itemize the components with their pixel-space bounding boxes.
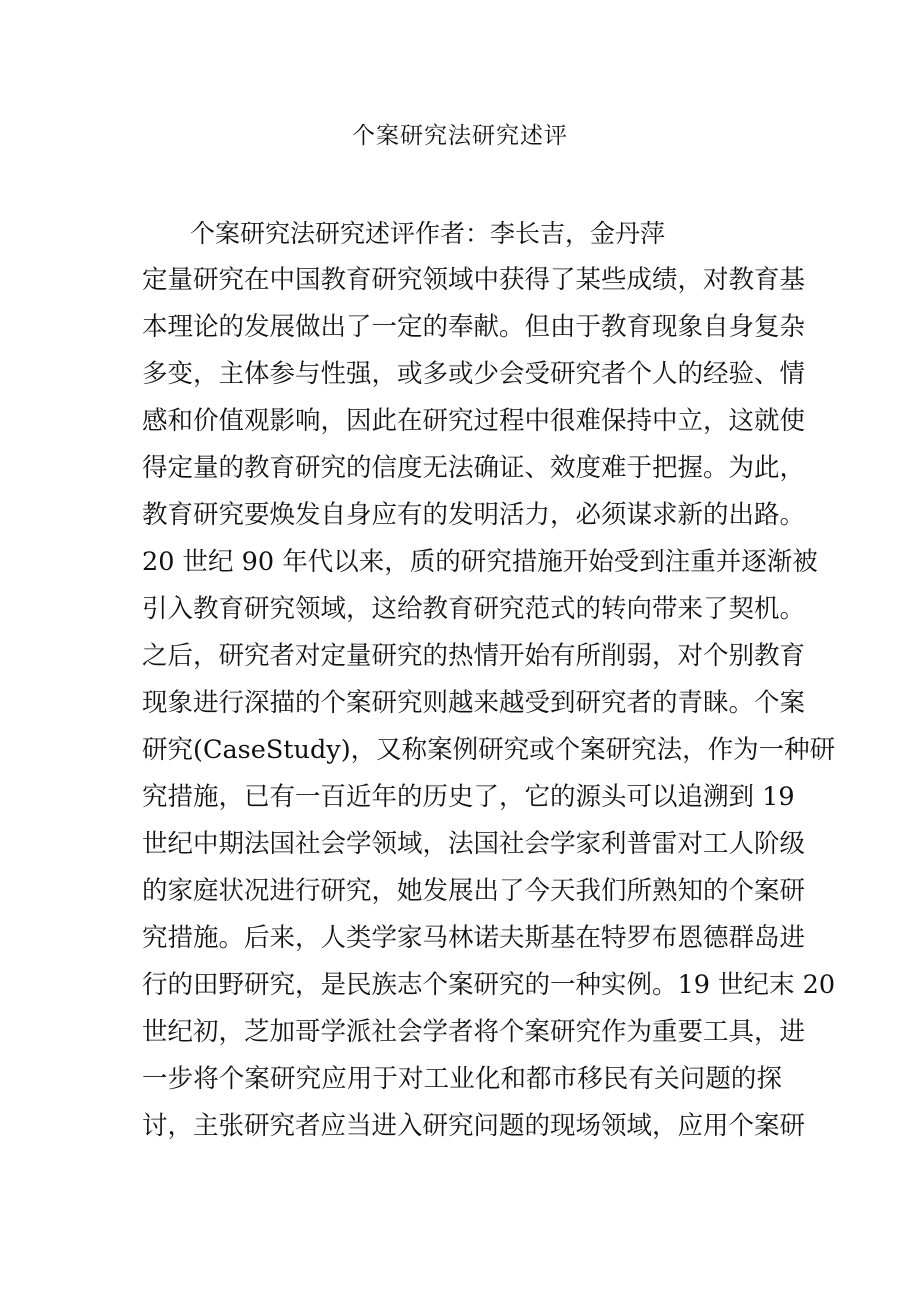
body-line: 行的田野研究，是民族志个案研究的一种实例。19 世纪末 20 — [142, 970, 836, 1000]
body-line: 世纪初，芝加哥学派社会学者将个案研究作为重要工具，进 — [142, 1017, 806, 1047]
body-line: 教育研究要焕发自身应有的发明活力，必须谋求新的出路。 — [142, 500, 806, 530]
body-line: 多变，主体参与性强，或多或少会受研究者个人的经验、情 — [142, 359, 806, 389]
body-line: 的家庭状况进行研究，她发展出了今天我们所熟知的个案研 — [142, 876, 806, 906]
body-line: 之后，研究者对定量研究的热情开始有所削弱，对个别教育 — [142, 641, 806, 671]
body-line: 引入教育研究领域，这给教育研究范式的转向带来了契机。 — [142, 594, 806, 624]
body-line: 本理论的发展做出了一定的奉献。但由于教育现象自身复杂 — [142, 312, 806, 342]
body-line: 感和价值观影响，因此在研究过程中很难保持中立，这就使 — [142, 406, 806, 436]
body-line: 定量研究在中国教育研究领域中获得了某些成绩，对教育基 — [142, 265, 806, 295]
body-line: 究措施，已有一百近年的历史了，它的源头可以追溯到 19 — [142, 782, 795, 812]
document-body — [142, 257, 836, 1150]
body-line: 一步将个案研究应用于对工业化和都市移民有关问题的探 — [142, 1064, 782, 1094]
body-line: 研究(CaseStudy)，又称案例研究或个案研究法，作为一种研 — [142, 735, 836, 765]
body-line: 20 世纪 90 年代以来，质的研究措施开始受到注重并逐渐被 — [142, 547, 818, 577]
body-line: 世纪中期法国社会学领域，法国社会学家利普雷对工人阶级 — [142, 829, 806, 859]
document-title: 个案研究法研究述评 — [352, 123, 568, 149]
body-line: 究措施。后来，人类学家马林诺夫斯基在特罗布恩德群岛进 — [142, 923, 806, 953]
body-line: 得定量的教育研究的信度无法确证、效度难于把握。为此， — [142, 453, 806, 483]
body-line: 讨，主张研究者应当进入研究问题的现场领域，应用个案研 — [142, 1111, 806, 1141]
body-line: 现象进行深描的个案研究则越来越受到研究者的青睐。个案 — [142, 688, 806, 718]
document-byline: 个案研究法研究述评作者：李长吉，金丹萍 — [190, 219, 666, 248]
